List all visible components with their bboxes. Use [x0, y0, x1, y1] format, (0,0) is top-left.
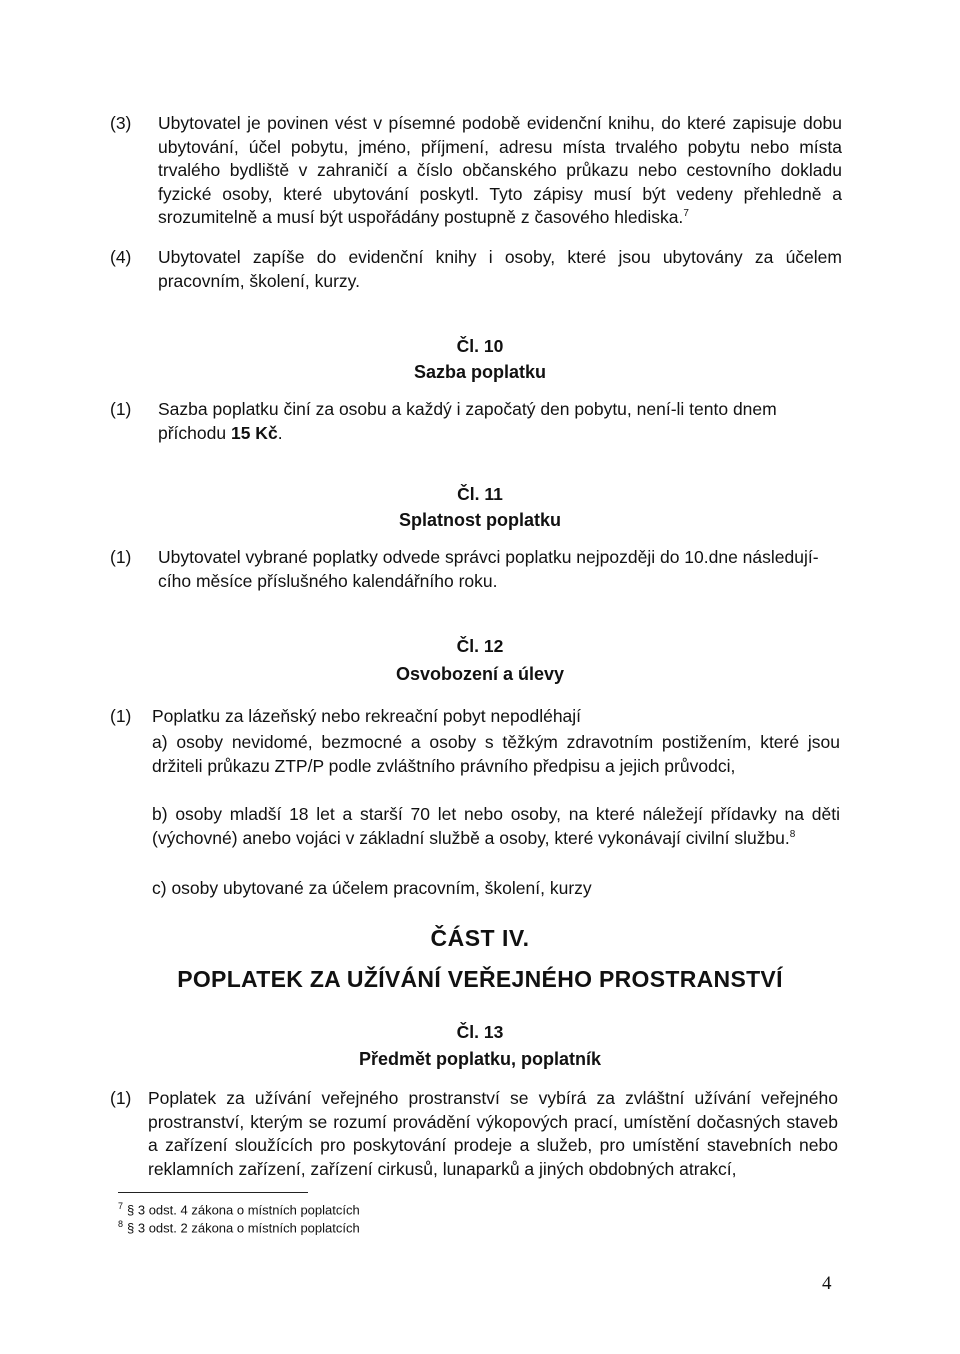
article-10-paragraph-1 — [158, 398, 798, 445]
article-11-label: Čl. 11 — [457, 484, 503, 504]
article-10-label: Čl. 10 — [456, 336, 504, 356]
part-4-label: ČÁST IV. — [430, 925, 530, 951]
article-12-label: Čl. 12 — [456, 636, 504, 656]
exemption-item-b — [152, 803, 840, 850]
paragraph-number: (4) — [110, 247, 132, 267]
sentence-end: . — [277, 422, 283, 443]
article-13-paragraph-1: Poplatek za užívání veřejného prostranství se vybírá za zvláštní užívání veřejného prostranství, kterým se rozumí provádění výkopových prací, umístění dočasných staveb a zařízení sloužících pro poskytování prodeje a služeb, pro umístění stavebních nebo reklamních zařízení, zařízení cirkusů, lunaparků a jiných obdobných atrakcí, — [148, 1088, 838, 1179]
article-13-label: Čl. 13 — [456, 1022, 504, 1042]
paragraph-number: (3) — [110, 113, 132, 133]
article-10-title: Sazba poplatku — [413, 362, 547, 382]
paragraph-4: Ubytovatel zapíše do evidenční knihy i osoby, které jsou ubytovány za účelem pracovním, školení, kurzy. — [158, 247, 842, 291]
article-10-text: Sazba poplatku činí za osobu a každý i započatý den pobytu, není-li tento dnem příchodu — [158, 399, 777, 443]
paragraph-3 — [158, 112, 842, 230]
paragraph-number: (1) — [110, 399, 132, 419]
footnote-ref-8: 8 — [789, 828, 796, 840]
paragraph-number: (1) — [110, 1088, 132, 1108]
footnote-mark: 8 — [118, 1219, 124, 1229]
paragraph-3-text: Ubytovatel je povinen vést v písemné podobě evidenční knihu, do které zapisuje dobu ubytování, účel pobytu, jméno, příjmení, adresu místa trvalého pobytu nebo místa trvalého bydliště v zahraničí a číslo občanského průkazu nebo cestovního dokladu fyzické osoby, které ubytování poskytl. Tyto zápisy musí být vedeny přehledně a srozumitelně a musí být uspořádány postupně z časového hlediska. — [158, 113, 842, 227]
page-number: 4 — [822, 1273, 832, 1294]
exemption-b-text: b) osoby mladší 18 let a starší 70 let nebo osoby, na které náležejí přídavky na děti (výchovné) anebo vojáci v základní službě a osoby, které vykonávají civilní službu. — [152, 804, 840, 848]
article-13-title: Předmět poplatku, poplatník — [358, 1049, 602, 1069]
footnote-separator — [118, 1192, 308, 1193]
footnote-text: § 3 odst. 4 zákona o místních poplatcích — [127, 1202, 360, 1218]
paragraph-number: (1) — [110, 547, 132, 567]
part-4-title: POPLATEK ZA UŽÍVÁNÍ VEŘEJNÉHO PROSTRANSTVÍ — [177, 966, 783, 992]
article-11-title: Splatnost poplatku — [399, 510, 561, 530]
article-12-intro: Poplatku za lázeňský nebo rekreační pobyt nepodléhají — [152, 706, 582, 726]
exemption-item-a — [152, 731, 840, 778]
paragraph-number: (1) — [110, 706, 132, 726]
footnote-mark: 7 — [118, 1201, 124, 1211]
footnote-8 — [118, 1216, 360, 1236]
article-12-title: Osvobození a úlevy — [395, 664, 565, 684]
footnote-ref-7: 7 — [683, 208, 689, 220]
exemption-item-c: c) osoby ubytované za účelem pracovním, školení, kurzy — [152, 878, 592, 898]
article-11-paragraph-1: Ubytovatel vybrané poplatky odvede správci poplatku nejpozději do 10.dne následují-cího měsíce příslušného kalendářního roku. — [158, 547, 819, 591]
exemption-a-text: a) osoby nevidomé, bezmocné a osoby s těžkým zdravotním postižením, které jsou držiteli průkazu ZTP/P podle zvláštního právního předpisu a jejich průvodci, — [152, 732, 840, 776]
rate-amount: 15 Kč — [230, 422, 278, 443]
footnote-text: § 3 odst. 2 zákona o místních poplatcích — [127, 1220, 360, 1236]
